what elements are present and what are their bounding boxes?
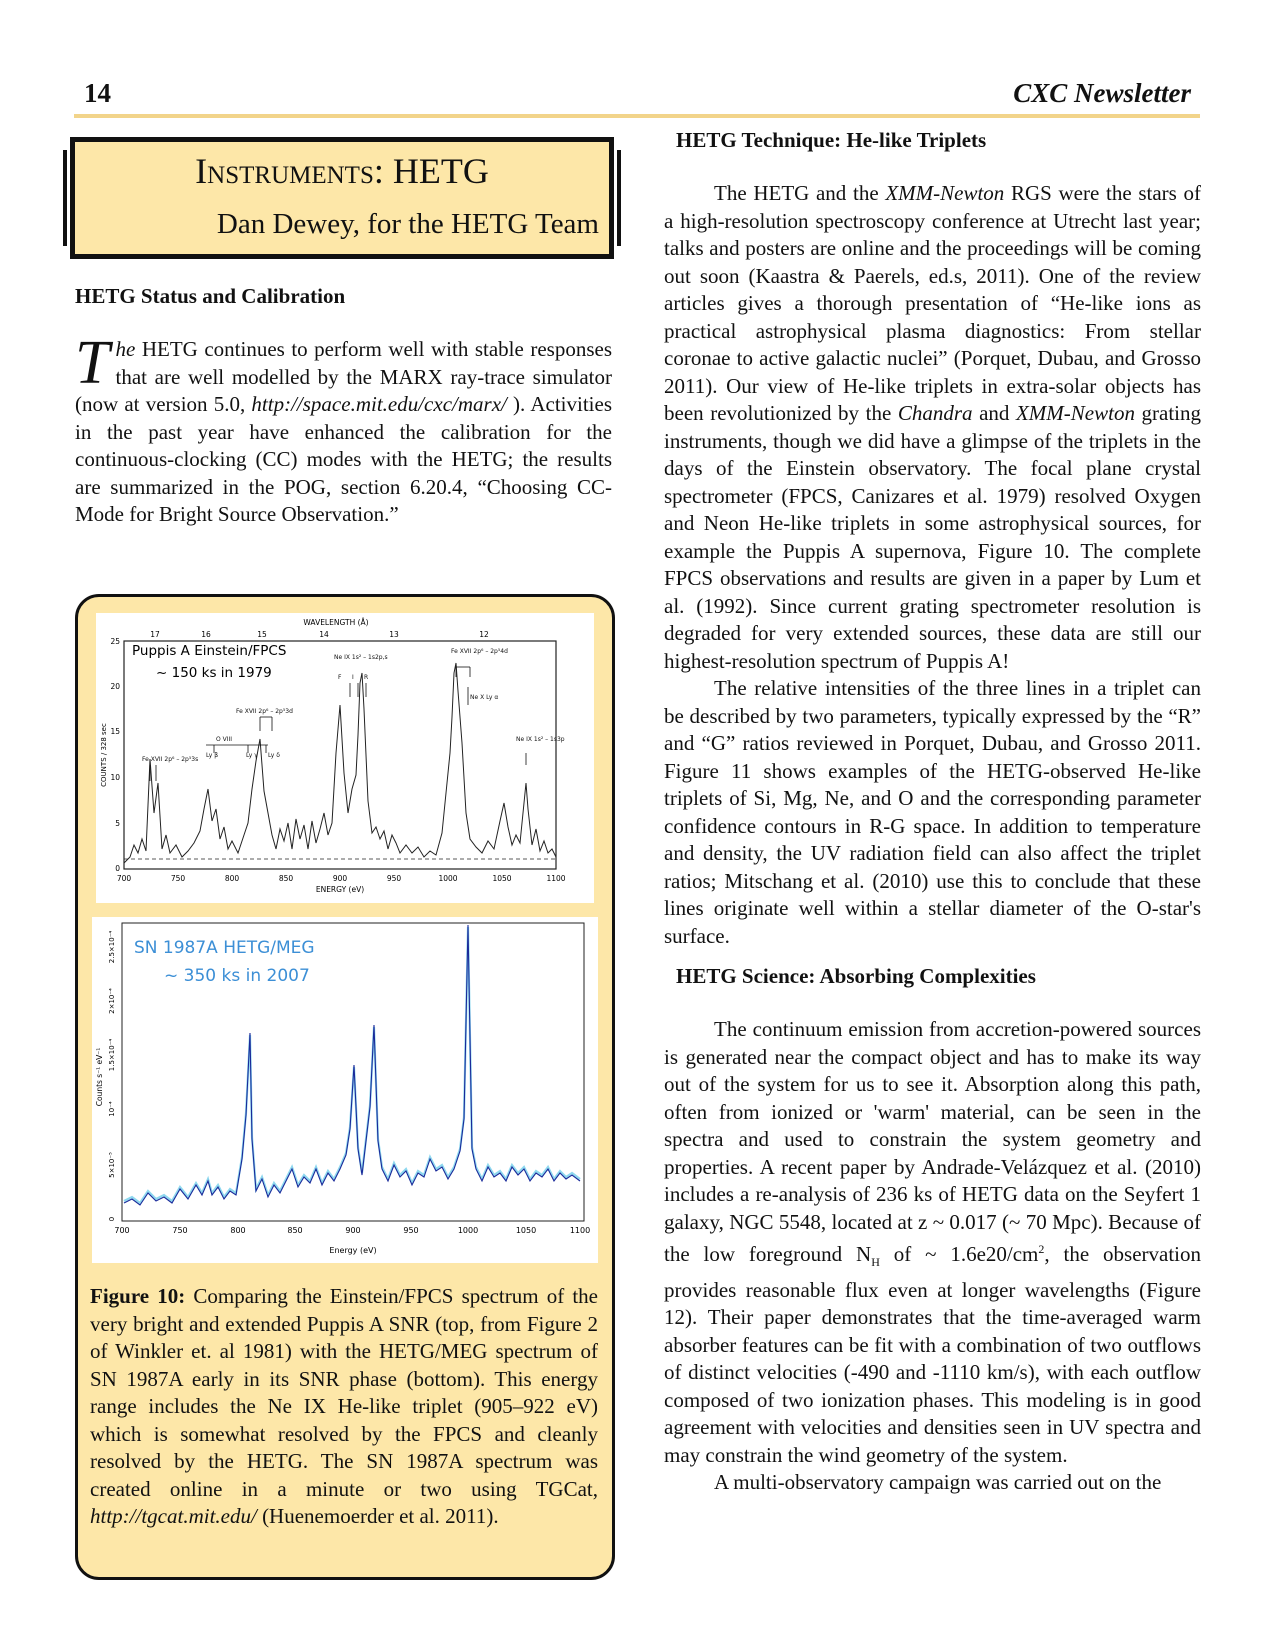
plot-title-line1: Puppis A Einstein/FPCS: [132, 643, 287, 659]
x-tick: 850: [287, 1226, 303, 1235]
x-tick: 800: [224, 874, 240, 883]
annotation: R: [364, 674, 369, 681]
caption-label: Figure 10:: [90, 1284, 186, 1308]
subscript: H: [871, 1255, 880, 1270]
triplets-text: [664, 180, 1201, 950]
annotation: F: [338, 674, 342, 681]
puppis-a-spectrum: [96, 613, 594, 903]
top-tick: 14: [319, 630, 329, 639]
y-tick: 5×10⁻⁵: [108, 1152, 116, 1178]
superscript: 2: [1038, 1242, 1045, 1256]
x-tick: 1100: [569, 1226, 591, 1235]
annotation: O VIII: [216, 736, 233, 743]
y-tick: 2×10⁻⁴: [108, 988, 116, 1014]
status-paragraph: [75, 329, 612, 529]
italic-run: Chandra: [897, 401, 973, 425]
x-tick: 750: [172, 1226, 188, 1235]
italic-run: XMM-Newton: [1015, 401, 1135, 425]
puppis-spectrum-line: [124, 663, 556, 863]
y-tick: 0: [108, 1216, 116, 1222]
x-tick: 950: [403, 1226, 419, 1235]
page-number: 14: [84, 78, 111, 108]
plot-title-line2: ~ 150 ks in 1979: [156, 665, 272, 681]
caption-text-b: (Huenemoerder et al. 2011).: [256, 1504, 499, 1528]
x-axis-label: Energy (eV): [329, 1246, 377, 1255]
text-run: The continuum emission from accretion-powered sources is generated near the compact object and has to make its way out of the system for us to see it. Absorption along this path, often from ionized or 'warm' material, can be seen in the spectra and used to constrain the system geometry and properties. A recent paper by Andrade-Velázquez et al. (2010) includes a re-analysis of 236 ks of HETG data on the Seyfert 1 galaxy, NGC 5548, located at z ~ 0.017 (~ 70 Mpc). Because of the low foreground N: [664, 1017, 1201, 1266]
y-axis-ticks: [110, 637, 120, 873]
annotation: Ly γ: [246, 752, 258, 759]
header-rule: [74, 114, 1200, 118]
x-tick: 1050: [515, 1226, 537, 1235]
top-tick: 16: [201, 630, 211, 639]
puppis-a-plot-svg: [96, 613, 594, 903]
article-author: Dan Dewey, for the HETG Team: [216, 208, 599, 240]
y-tick: 15: [110, 727, 120, 736]
y-axis-ticks: [108, 931, 116, 1222]
section-heading-triplets: HETG Technique: He-like Triplets: [676, 128, 987, 152]
caption-text-a: Comparing the Einstein/FPCS spectrum of the very bright and extended Puppis A SNR (top, from Figure 2 of Winkler et. al 1981) with the HETG/MEG spectrum of SN 1987A early in its SNR phase (bottom). This energy range includes the Ne IX He-like triplet (905–922 eV) which is somewhat resolved by the FPCS and cleanly resolved by the HETG. The SN 1987A spectrum was created online in a minute or two using TGCat,: [90, 1284, 598, 1501]
publication-title: CXC Newsletter: [1013, 78, 1191, 108]
x-tick: 1000: [438, 874, 458, 883]
top-axis-ticks: [150, 630, 489, 639]
y-tick: 1.5×10⁻⁴: [108, 1038, 116, 1072]
annotation: Ly δ: [268, 752, 280, 759]
status-text-b: ). Activities in the past year have enhanced the calibration for the continuous-clocking (CC) modes with the HETG; the results are summarized in the POG, section 6.20.4, “Choosing CC-Mode for Bright Source Observation.”: [75, 392, 612, 526]
text-run: The HETG and the: [714, 181, 886, 205]
absorbing-paragraph-2: A multi-observatory campaign was carried out on the: [714, 1470, 1162, 1495]
triplets-paragraph-1: [664, 180, 1201, 675]
top-tick: 12: [479, 630, 489, 639]
y-tick: 2.5×10⁻⁴: [108, 930, 116, 964]
text-run: and: [972, 401, 1016, 425]
drop-cap-tail: he: [115, 337, 136, 361]
annotation: Ly β: [206, 752, 219, 759]
y-axis-label: COUNTS / 328 sec: [100, 723, 108, 787]
italic-run: XMM-Newton: [885, 181, 1005, 205]
top-tick: 15: [257, 630, 267, 639]
plot-title-line1: SN 1987A HETG/MEG: [134, 938, 315, 958]
x-tick: 850: [278, 874, 294, 883]
text-run: of ~ 1.6e20/cm: [879, 1242, 1039, 1266]
figure-caption: [90, 1283, 598, 1531]
absorbing-text: [664, 1016, 1201, 1497]
triplets-paragraph-2: The relative intensities of the three lines in a triplet can be described by two parameters, typically expressed by the “R” and “G” ratios reviewed in Porquet, Dubau, and Grosso 2011. Figure 11 shows examples of the HETG-observed He-like triplets of Si, Mg, Ne, and O and the corresponding parameter confidence contours in R-G space. In addition to temperature and density, the UV radiation field can also affect the triplet ratios; Mitschang et al. (2010) use this to conclude that these lines originate well within a stellar diameter of the O-star's surface.: [664, 676, 1201, 948]
x-axis-ticks: [114, 1226, 590, 1235]
annotation: Fe XVII 2p⁶ – 2p⁵3d: [236, 708, 293, 715]
text-run: , the observation provides reasonable flux even at longer wavelengths (Figure 12). Their paper demonstrates that the time-averaged warm absorber features can be fit with a combination of two outflows of distinct velocities (-490 and -1110 km/s), with each outflow composed of two ionization phases. This modeling is in good agreement with velocities and densities seen in UV spectra and may constrain the wind geometry of the system.: [664, 1242, 1201, 1467]
annotation: Fe XVII 2p⁶ – 2p⁵3s: [142, 756, 199, 763]
marx-link[interactable]: http://space.mit.edu/cxc/marx/: [251, 392, 507, 416]
y-axis-label: Counts s⁻¹ eV⁻¹: [95, 1047, 104, 1107]
plot-title-line2: ~ 350 ks in 2007: [164, 966, 310, 986]
y-tick: 5: [115, 819, 120, 828]
annotation: I: [352, 674, 354, 681]
sn1987a-plot-svg: [92, 917, 598, 1263]
x-tick: 1000: [457, 1226, 479, 1235]
x-tick: 1100: [546, 874, 566, 883]
x-tick: 900: [345, 1226, 361, 1235]
top-tick: 13: [389, 630, 399, 639]
x-tick: 1050: [492, 874, 512, 883]
section-heading-absorbing: HETG Science: Absorbing Complexities: [676, 964, 1036, 988]
x-tick: 950: [386, 874, 402, 883]
annotation: Ne X Ly α: [470, 694, 499, 701]
status-text-a: HETG continues to perform well with stable responses that are well modelled by the MARX ray-trace simulator (now at version 5.0,: [75, 337, 612, 416]
y-tick: 0: [115, 864, 120, 873]
x-tick: 700: [116, 874, 132, 883]
text-run: grating instruments, though we did have a glimpse of the triplets in the days of the Einstein observatory. The focal plane crystal spectrometer (FPCS, Canizares et al. 1979) resolved Oxygen and Neon He-like triplets in some astrophysical sources, for example the Puppis A supernova, Figure 10. The complete FPCS observations and results are given in a paper by Lum et al. (1992). Since current grating spectrometer resolution is degraded for very extended sources, these data are still our highest-resolution spectrum of Puppis A!: [664, 401, 1202, 673]
x-tick: 750: [170, 874, 186, 883]
annotation: Ne IX 1s² – 1s3p: [516, 736, 565, 743]
x-tick: 700: [114, 1226, 130, 1235]
annotation: Ne IX 1s² – 1s2p,s: [334, 654, 388, 661]
x-tick: 900: [332, 874, 348, 883]
tgcat-link[interactable]: http://tgcat.mit.edu/: [90, 1504, 257, 1528]
x-tick: 800: [230, 1226, 246, 1235]
figure-10-box: [75, 594, 615, 1580]
y-tick: 20: [110, 682, 120, 691]
x-axis-ticks: [117, 874, 566, 883]
top-tick: 17: [150, 630, 160, 639]
absorbing-paragraph-1: [664, 1016, 1201, 1469]
article-banner: [70, 137, 614, 259]
article-title: Instruments: HETG: [195, 151, 489, 191]
drop-cap: T: [75, 329, 110, 397]
y-tick: 10: [110, 773, 120, 782]
annotation: Fe XVII 2p⁶ – 2p⁵4d: [451, 648, 508, 655]
text-run: RGS were the stars of a high-resolution spectroscopy conference at Utrecht last year; talks and posters are online and the proceedings will be coming out soon (Kaastra & Paerels, ed.s, 2011). One of the review articles gives a thorough presentation of “He-like ions as practical astrophysical plasma diagnostics: From stellar coronae to active galactic nuclei” (Porquet, Dubau, and Grosso 2011). Our view of He-like triplets in extra-solar objects has been revolutionized by the: [664, 181, 1201, 425]
x-axis-label: ENERGY (eV): [315, 885, 365, 894]
sn1987a-spectrum: [92, 917, 598, 1263]
section-heading-status: HETG Status and Calibration: [75, 284, 346, 308]
y-tick: 10⁻⁴: [108, 1101, 116, 1117]
y-tick: 25: [110, 637, 120, 646]
top-axis-label: WAVELENGTH (Å): [303, 618, 369, 627]
